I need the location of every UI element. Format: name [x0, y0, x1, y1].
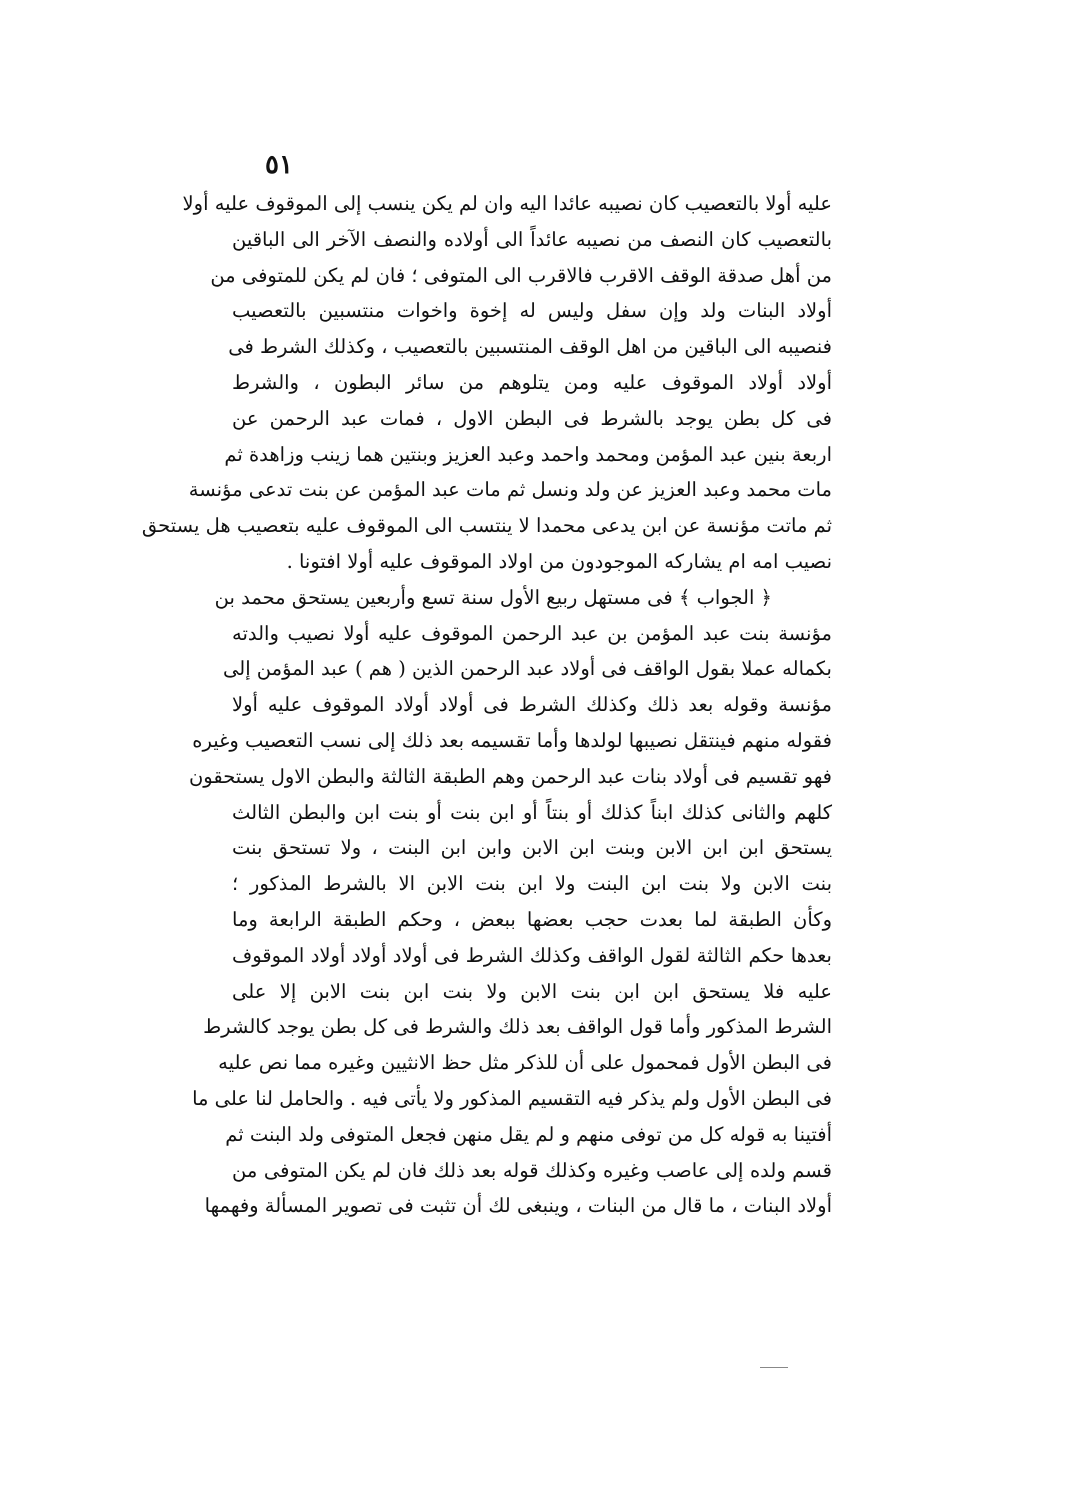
text-line: مؤنسة وقوله بعد ذلك وكذلك الشرط فى أولاد أولاد الموقوف عليه أولا: [232, 693, 832, 717]
text-line: وكأن الطبقة لما بعدت حجب بعضها ببعض ، وحكم الطبقة الرابعة وما: [232, 907, 832, 931]
text-line: فى البطن الأول ولم يذكر فيه التقسيم المذكور ولا يأتى فيه . والحامل لنا على ما: [192, 1086, 832, 1110]
text-line: من أهل صدقة الوقف الاقرب فالاقرب الى المتوفى ؛ فان لم يكن للمتوفى من: [210, 263, 832, 287]
text-line: فنصيبه الى الباقين من اهل الوقف المنتسبين بالتعصيب ، وكذلك الشرط فى: [228, 335, 832, 359]
text-line: قسم ولده إلى عاصب وغيره وكذلك قوله بعد ذلك فان لم يكن المتوفى من: [232, 1158, 832, 1182]
question-closing-line: نصيب امه ام يشاركه الموجودون من اولاد الموقوف عليه أولا افتونا .: [286, 549, 832, 573]
text-line: فهو تقسيم فى أولاد بنات عبد الرحمن وهم الطبقة الثالثة والبطن الاول يستحقون: [188, 764, 832, 788]
text-line: يستحق ابن ابن الابن وبنت ابن الابن وابن ابن البنت ، ولا تستحق بنت: [232, 836, 832, 860]
text-line: مات محمد وعبد العزيز عن ولد ونسل ثم مات عبد المؤمن عن بنت تدعى مؤنسة: [188, 478, 832, 502]
text-line: عليه فلا يستحق ابن ابن بنت الابن ولا بنت ابن بنت الابن إلا على: [232, 979, 832, 1003]
text-line: أولاد البنات ، ما قال من البنات ، وينبغى لك أن تثبت فى تصوير المسألة وفهمها: [204, 1194, 832, 1218]
page-number: ٥١: [265, 150, 293, 180]
text-line: اربعة بنين عبد المؤمن ومحمد واحمد وعبد العزيز وبنتين هما زينب وزاهدة ثم: [224, 442, 832, 466]
scan-mark: [760, 1367, 788, 1368]
text-line: الشرط المذكور وأما قول الواقف بعد ذلك والشرط فى كل بطن يوجد كالشرط: [203, 1015, 832, 1039]
text-line: مؤنسة بنت عبد المؤمن بن عبد الرحمن الموقوف عليه أولا نصيب والدته: [232, 621, 832, 645]
text-line: ثم ماتت مؤنسة عن ابن يدعى محمدا لا ينتسب الى الموقوف عليه بتعصيب هل يستحق: [141, 514, 832, 538]
text-line: بنت الابن ولا بنت ابن البنت ولا ابن بنت الابن الا بالشرط المذكور ؛: [232, 872, 832, 896]
text-line: أولاد البنات ولد وإن سفل وليس له إخوة واخوات منتسبين بالتعصيب: [232, 299, 832, 323]
text-line: بكماله عملا بقول الواقف فى أولاد عبد الرحمن الذين ( هم ) عبد المؤمن إلى: [223, 657, 832, 681]
body-text: [141, 186, 832, 1224]
text-line: أفتينا به قوله كل من توفى منهم و لم يقل منهن فجعل المتوفى ولد البنت ثم: [225, 1122, 832, 1146]
text-line: فى البطن الأول فمحمول على أن للذكر مثل حظ الانثيين وغيره مما نص عليه: [218, 1051, 832, 1075]
text-line: بالتعصيب كان النصف من نصيبه عائداً الى أولاده والنصف الآخر الى الباقين: [232, 227, 832, 251]
text-line: بعدها حكم الثالثة لقول الواقف وكذلك الشرط فى أولاد أولاد أولاد الموقوف: [232, 943, 832, 967]
text-line: عليه أولا بالتعصيب كان نصيبه عائدا اليه وان لم يكن ينسب إلى الموقوف عليه أولا: [182, 192, 832, 215]
text-line: فى كل بطن يوجد بالشرط فى البطن الاول ، فمات عبد الرحمن عن: [232, 406, 832, 430]
answer-heading-line: ﴿ الجواب ﴾ فى مستهل ربيع الأول سنة تسع وأربعين يستحق محمد بن: [214, 585, 772, 609]
text-line: فقوله منهم فينتقل نصيبها لولدها وأما تقسيمه بعد ذلك إلى نسب التعصيب وغيره: [192, 728, 832, 752]
text-line: أولاد أولاد الموقوف عليه ومن يتلوهم من سائر البطون ، والشرط: [232, 370, 832, 394]
text-line: كلهم والثانى كذلك ابناً كذلك أو بنتاً أو ابن بنت أو بنت ابن والبطن الثالث: [232, 800, 832, 824]
